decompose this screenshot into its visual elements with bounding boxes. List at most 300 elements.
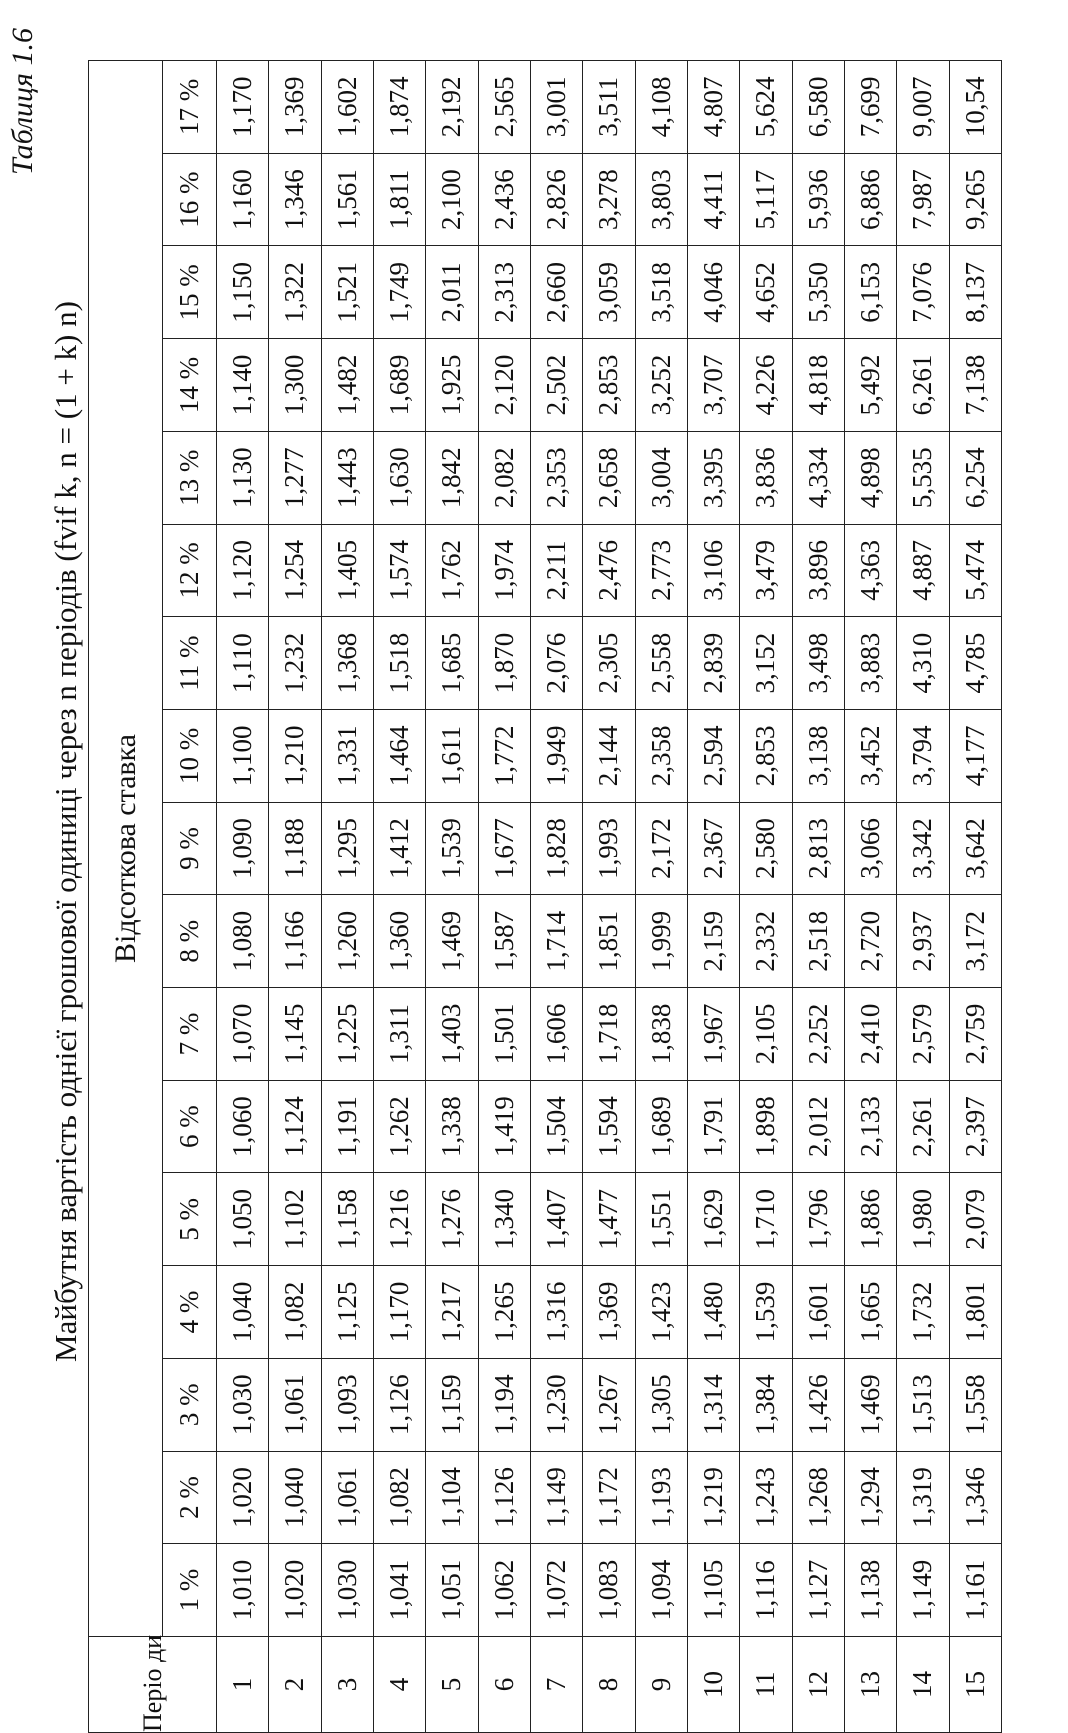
period-cell: 8 [583, 1637, 635, 1733]
value-cell: 1,159 [426, 1358, 478, 1451]
period-cell: 14 [897, 1637, 949, 1733]
period-cell: 4 [373, 1637, 425, 1733]
value-cell: 2,476 [583, 524, 635, 617]
value-cell: 1,100 [217, 709, 269, 802]
rate-header-cell: 5 % [163, 1173, 217, 1266]
value-cell: 3,642 [949, 802, 1001, 895]
value-cell: 3,452 [844, 709, 896, 802]
rate-header-cell: 10 % [163, 709, 217, 802]
value-cell: 1,870 [478, 617, 530, 710]
value-cell: 3,152 [740, 617, 792, 710]
value-cell: 5,474 [949, 524, 1001, 617]
value-cell: 2,397 [949, 1080, 1001, 1173]
value-cell: 1,040 [269, 1451, 321, 1544]
value-cell: 1,993 [583, 802, 635, 895]
value-cell: 1,346 [269, 153, 321, 246]
value-cell: 3,803 [635, 153, 687, 246]
value-cell: 2,813 [792, 802, 844, 895]
rate-header-cell: 7 % [163, 988, 217, 1081]
value-cell: 1,126 [478, 1451, 530, 1544]
value-cell: 2,144 [583, 709, 635, 802]
value-cell: 1,811 [373, 153, 425, 246]
value-cell: 1,116 [740, 1544, 792, 1637]
value-cell: 1,594 [583, 1080, 635, 1173]
table-row [530, 61, 582, 1733]
value-cell: 1,319 [897, 1451, 949, 1544]
value-cell: 1,080 [217, 895, 269, 988]
table-row [740, 61, 792, 1733]
period-cell: 9 [635, 1637, 687, 1733]
value-cell: 3,883 [844, 617, 896, 710]
value-cell: 1,160 [217, 153, 269, 246]
value-cell: 1,480 [687, 1266, 739, 1359]
value-cell: 1,102 [269, 1173, 321, 1266]
rate-header-cell: 13 % [163, 431, 217, 524]
value-cell: 3,278 [583, 153, 635, 246]
value-cell: 6,153 [844, 246, 896, 339]
value-cell: 1,974 [478, 524, 530, 617]
value-cell: 1,082 [269, 1266, 321, 1359]
table-caption: Таблиця 1.6 [6, 28, 39, 175]
value-cell: 2,079 [949, 1173, 1001, 1266]
value-cell: 1,051 [426, 1544, 478, 1637]
value-cell: 3,001 [530, 61, 582, 154]
value-cell: 1,842 [426, 431, 478, 524]
value-cell: 2,159 [687, 895, 739, 988]
future-value-table [88, 60, 1002, 1733]
value-cell: 5,936 [792, 153, 844, 246]
value-cell: 1,851 [583, 895, 635, 988]
value-cell: 3,498 [792, 617, 844, 710]
value-cell: 1,967 [687, 988, 739, 1081]
value-cell: 1,346 [949, 1451, 1001, 1544]
value-cell: 3,059 [583, 246, 635, 339]
value-cell: 1,061 [269, 1358, 321, 1451]
value-cell: 1,041 [373, 1544, 425, 1637]
value-cell: 1,020 [269, 1544, 321, 1637]
value-cell: 2,660 [530, 246, 582, 339]
table-row [897, 61, 949, 1733]
value-cell: 2,252 [792, 988, 844, 1081]
value-cell: 1,561 [321, 153, 373, 246]
value-cell: 1,405 [321, 524, 373, 617]
value-cell: 2,565 [478, 61, 530, 154]
value-cell: 1,518 [373, 617, 425, 710]
value-cell: 4,898 [844, 431, 896, 524]
value-cell: 2,518 [792, 895, 844, 988]
value-cell: 5,492 [844, 339, 896, 432]
rate-header-cell: 14 % [163, 339, 217, 432]
value-cell: 1,369 [583, 1266, 635, 1359]
value-cell: 1,443 [321, 431, 373, 524]
value-cell: 1,828 [530, 802, 582, 895]
period-cell: 1 [217, 1637, 269, 1733]
rate-header-cell: 9 % [163, 802, 217, 895]
value-cell: 2,579 [897, 988, 949, 1081]
value-cell: 1,504 [530, 1080, 582, 1173]
value-cell: 1,170 [373, 1266, 425, 1359]
value-cell: 1,268 [792, 1451, 844, 1544]
value-cell: 1,772 [478, 709, 530, 802]
rate-header-cell: 16 % [163, 153, 217, 246]
value-cell: 1,314 [687, 1358, 739, 1451]
value-cell: 2,100 [426, 153, 478, 246]
value-cell: 1,710 [740, 1173, 792, 1266]
value-cell: 1,587 [478, 895, 530, 988]
period-cell: 3 [321, 1637, 373, 1733]
value-cell: 1,419 [478, 1080, 530, 1173]
table-title: Майбутня вартість однієї грошової одиниці через n періодів (fvif k, n = (1 + k) n) [48, 301, 83, 1362]
value-cell: 2,261 [897, 1080, 949, 1173]
value-cell: 2,658 [583, 431, 635, 524]
value-cell: 1,210 [269, 709, 321, 802]
value-cell: 1,120 [217, 524, 269, 617]
value-cell: 2,436 [478, 153, 530, 246]
value-cell: 1,267 [583, 1358, 635, 1451]
value-cell: 1,677 [478, 802, 530, 895]
value-cell: 1,294 [844, 1451, 896, 1544]
value-cell: 1,539 [426, 802, 478, 895]
value-cell: 2,105 [740, 988, 792, 1081]
value-cell: 1,082 [373, 1451, 425, 1544]
table-row [844, 61, 896, 1733]
value-cell: 2,192 [426, 61, 478, 154]
value-cell: 3,252 [635, 339, 687, 432]
value-cell: 5,350 [792, 246, 844, 339]
period-cell: 5 [426, 1637, 478, 1733]
table-body [217, 61, 1002, 1733]
table-row [426, 61, 478, 1733]
value-cell: 1,630 [373, 431, 425, 524]
value-cell: 1,061 [321, 1451, 373, 1544]
value-cell: 1,340 [478, 1173, 530, 1266]
value-cell: 2,410 [844, 988, 896, 1081]
value-cell: 4,807 [687, 61, 739, 154]
value-cell: 1,539 [740, 1266, 792, 1359]
value-cell: 2,594 [687, 709, 739, 802]
value-cell: 1,749 [373, 246, 425, 339]
value-cell: 1,020 [217, 1451, 269, 1544]
value-cell: 9,265 [949, 153, 1001, 246]
rate-header-cell: 12 % [163, 524, 217, 617]
value-cell: 1,689 [373, 339, 425, 432]
value-cell: 1,188 [269, 802, 321, 895]
value-cell: 4,652 [740, 246, 792, 339]
value-cell: 1,243 [740, 1451, 792, 1544]
value-cell: 1,170 [217, 61, 269, 154]
rate-header-cell: 2 % [163, 1451, 217, 1544]
value-cell: 3,896 [792, 524, 844, 617]
value-cell: 1,611 [426, 709, 478, 802]
value-cell: 1,138 [844, 1544, 896, 1637]
value-cell: 1,791 [687, 1080, 739, 1173]
value-cell: 3,172 [949, 895, 1001, 988]
value-cell: 1,105 [687, 1544, 739, 1637]
value-cell: 3,004 [635, 431, 687, 524]
value-cell: 1,629 [687, 1173, 739, 1266]
value-cell: 3,138 [792, 709, 844, 802]
value-cell: 2,211 [530, 524, 582, 617]
value-cell: 1,384 [740, 1358, 792, 1451]
value-cell: 1,093 [321, 1358, 373, 1451]
value-cell: 1,030 [217, 1358, 269, 1451]
value-cell: 1,149 [897, 1544, 949, 1637]
value-cell: 4,887 [897, 524, 949, 617]
value-cell: 5,117 [740, 153, 792, 246]
value-cell: 1,060 [217, 1080, 269, 1173]
value-cell: 1,050 [217, 1173, 269, 1266]
value-cell: 2,853 [740, 709, 792, 802]
value-cell: 1,949 [530, 709, 582, 802]
value-cell: 1,070 [217, 988, 269, 1081]
value-cell: 1,331 [321, 709, 373, 802]
value-cell: 6,261 [897, 339, 949, 432]
value-cell: 1,219 [687, 1451, 739, 1544]
value-cell: 2,172 [635, 802, 687, 895]
value-cell: 1,477 [583, 1173, 635, 1266]
value-cell: 3,836 [740, 431, 792, 524]
value-cell: 1,886 [844, 1173, 896, 1266]
period-cell: 7 [530, 1637, 582, 1733]
value-cell: 1,601 [792, 1266, 844, 1359]
value-cell: 1,801 [949, 1266, 1001, 1359]
value-cell: 1,110 [217, 617, 269, 710]
value-cell: 1,125 [321, 1266, 373, 1359]
value-cell: 2,367 [687, 802, 739, 895]
value-cell: 6,886 [844, 153, 896, 246]
value-cell: 1,300 [269, 339, 321, 432]
value-cell: 1,574 [373, 524, 425, 617]
rate-header-cell: 4 % [163, 1266, 217, 1359]
value-cell: 2,082 [478, 431, 530, 524]
value-cell: 1,126 [373, 1358, 425, 1451]
value-cell: 1,295 [321, 802, 373, 895]
value-cell: 7,987 [897, 153, 949, 246]
value-cell: 1,316 [530, 1266, 582, 1359]
value-cell: 1,305 [635, 1358, 687, 1451]
value-cell: 2,773 [635, 524, 687, 617]
value-cell: 1,276 [426, 1173, 478, 1266]
value-cell: 1,158 [321, 1173, 373, 1266]
value-cell: 2,580 [740, 802, 792, 895]
value-cell: 5,624 [740, 61, 792, 154]
value-cell: 2,937 [897, 895, 949, 988]
rate-header-cell: 6 % [163, 1080, 217, 1173]
value-cell: 1,260 [321, 895, 373, 988]
value-cell: 1,166 [269, 895, 321, 988]
value-cell: 2,012 [792, 1080, 844, 1173]
value-cell: 3,066 [844, 802, 896, 895]
value-cell: 4,411 [687, 153, 739, 246]
value-cell: 3,794 [897, 709, 949, 802]
value-cell: 1,762 [426, 524, 478, 617]
value-cell: 3,707 [687, 339, 739, 432]
value-cell: 4,818 [792, 339, 844, 432]
value-cell: 1,602 [321, 61, 373, 154]
value-cell: 1,262 [373, 1080, 425, 1173]
value-cell: 1,010 [217, 1544, 269, 1637]
value-cell: 1,265 [478, 1266, 530, 1359]
value-cell: 1,513 [897, 1358, 949, 1451]
value-cell: 10,54 [949, 61, 1001, 154]
value-cell: 1,225 [321, 988, 373, 1081]
table-row [478, 61, 530, 1733]
value-cell: 2,502 [530, 339, 582, 432]
value-cell: 2,759 [949, 988, 1001, 1081]
value-cell: 1,217 [426, 1266, 478, 1359]
value-cell: 1,874 [373, 61, 425, 154]
value-cell: 4,046 [687, 246, 739, 339]
value-cell: 2,133 [844, 1080, 896, 1173]
value-cell: 1,412 [373, 802, 425, 895]
value-cell: 1,732 [897, 1266, 949, 1359]
value-cell: 7,076 [897, 246, 949, 339]
value-cell: 1,277 [269, 431, 321, 524]
value-cell: 5,535 [897, 431, 949, 524]
value-cell: 2,305 [583, 617, 635, 710]
value-cell: 3,518 [635, 246, 687, 339]
rate-header-cell: 8 % [163, 895, 217, 988]
rate-header-cell: 15 % [163, 246, 217, 339]
value-cell: 1,094 [635, 1544, 687, 1637]
rate-header-cell: 1 % [163, 1544, 217, 1637]
value-cell: 4,785 [949, 617, 1001, 710]
value-cell: 1,482 [321, 339, 373, 432]
value-cell: 1,150 [217, 246, 269, 339]
value-cell: 1,338 [426, 1080, 478, 1173]
rate-header-cell: 17 % [163, 61, 217, 154]
value-cell: 1,127 [792, 1544, 844, 1637]
value-cell: 2,011 [426, 246, 478, 339]
value-cell: 3,106 [687, 524, 739, 617]
periods-header: Періо ди [89, 1637, 217, 1733]
value-cell: 1,464 [373, 709, 425, 802]
value-cell: 1,558 [949, 1358, 1001, 1451]
value-cell: 1,606 [530, 988, 582, 1081]
value-cell: 1,689 [635, 1080, 687, 1173]
table-row [373, 61, 425, 1733]
value-cell: 1,423 [635, 1266, 687, 1359]
table-row [635, 61, 687, 1733]
value-cell: 2,853 [583, 339, 635, 432]
value-cell: 8,137 [949, 246, 1001, 339]
value-cell: 1,161 [949, 1544, 1001, 1637]
rate-group-header: Відсоткова ставка [89, 61, 163, 1637]
period-cell: 12 [792, 1637, 844, 1733]
value-cell: 1,124 [269, 1080, 321, 1173]
value-cell: 1,149 [530, 1451, 582, 1544]
value-cell: 4,363 [844, 524, 896, 617]
value-cell: 1,090 [217, 802, 269, 895]
value-cell: 2,839 [687, 617, 739, 710]
value-cell: 1,193 [635, 1451, 687, 1544]
value-cell: 1,521 [321, 246, 373, 339]
value-cell: 1,360 [373, 895, 425, 988]
value-cell: 2,353 [530, 431, 582, 524]
value-cell: 1,030 [321, 1544, 373, 1637]
value-cell: 6,580 [792, 61, 844, 154]
value-cell: 1,083 [583, 1544, 635, 1637]
value-cell: 1,925 [426, 339, 478, 432]
value-cell: 1,898 [740, 1080, 792, 1173]
value-cell: 1,254 [269, 524, 321, 617]
value-cell: 1,501 [478, 988, 530, 1081]
table-row [217, 61, 269, 1733]
value-cell: 7,138 [949, 339, 1001, 432]
rate-header-cell: 3 % [163, 1358, 217, 1451]
value-cell: 1,172 [583, 1451, 635, 1544]
value-cell: 3,479 [740, 524, 792, 617]
value-cell: 1,191 [321, 1080, 373, 1173]
value-cell: 4,310 [897, 617, 949, 710]
value-cell: 1,130 [217, 431, 269, 524]
period-cell: 11 [740, 1637, 792, 1733]
value-cell: 3,395 [687, 431, 739, 524]
value-cell: 2,120 [478, 339, 530, 432]
value-cell: 1,407 [530, 1173, 582, 1266]
value-cell: 1,232 [269, 617, 321, 710]
value-cell: 1,551 [635, 1173, 687, 1266]
rate-header-row [163, 61, 217, 1733]
value-cell: 1,104 [426, 1451, 478, 1544]
value-cell: 1,369 [269, 61, 321, 154]
value-cell: 6,254 [949, 431, 1001, 524]
value-cell: 3,511 [583, 61, 635, 154]
value-cell: 1,062 [478, 1544, 530, 1637]
value-cell: 3,342 [897, 802, 949, 895]
value-cell: 1,311 [373, 988, 425, 1081]
period-cell: 2 [269, 1637, 321, 1733]
value-cell: 1,685 [426, 617, 478, 710]
table-row [321, 61, 373, 1733]
value-cell: 2,313 [478, 246, 530, 339]
period-cell: 6 [478, 1637, 530, 1733]
value-cell: 1,469 [426, 895, 478, 988]
value-cell: 1,718 [583, 988, 635, 1081]
value-cell: 1,230 [530, 1358, 582, 1451]
rate-header-cell: 11 % [163, 617, 217, 710]
value-cell: 2,826 [530, 153, 582, 246]
value-cell: 4,334 [792, 431, 844, 524]
period-cell: 13 [844, 1637, 896, 1733]
value-cell: 1,469 [844, 1358, 896, 1451]
table-row [269, 61, 321, 1733]
value-cell: 1,796 [792, 1173, 844, 1266]
value-cell: 1,665 [844, 1266, 896, 1359]
value-cell: 1,145 [269, 988, 321, 1081]
value-cell: 1,040 [217, 1266, 269, 1359]
value-cell: 4,108 [635, 61, 687, 154]
table-row [687, 61, 739, 1733]
value-cell: 9,007 [897, 61, 949, 154]
value-cell: 1,194 [478, 1358, 530, 1451]
value-cell: 1,403 [426, 988, 478, 1081]
value-cell: 1,714 [530, 895, 582, 988]
period-cell: 10 [687, 1637, 739, 1733]
value-cell: 1,368 [321, 617, 373, 710]
value-cell: 2,076 [530, 617, 582, 710]
value-cell: 1,140 [217, 339, 269, 432]
value-cell: 1,999 [635, 895, 687, 988]
value-cell: 2,558 [635, 617, 687, 710]
period-cell: 15 [949, 1637, 1001, 1733]
value-cell: 1,980 [897, 1173, 949, 1266]
value-cell: 1,322 [269, 246, 321, 339]
value-cell: 2,332 [740, 895, 792, 988]
value-cell: 7,699 [844, 61, 896, 154]
table-row [949, 61, 1001, 1733]
value-cell: 1,426 [792, 1358, 844, 1451]
